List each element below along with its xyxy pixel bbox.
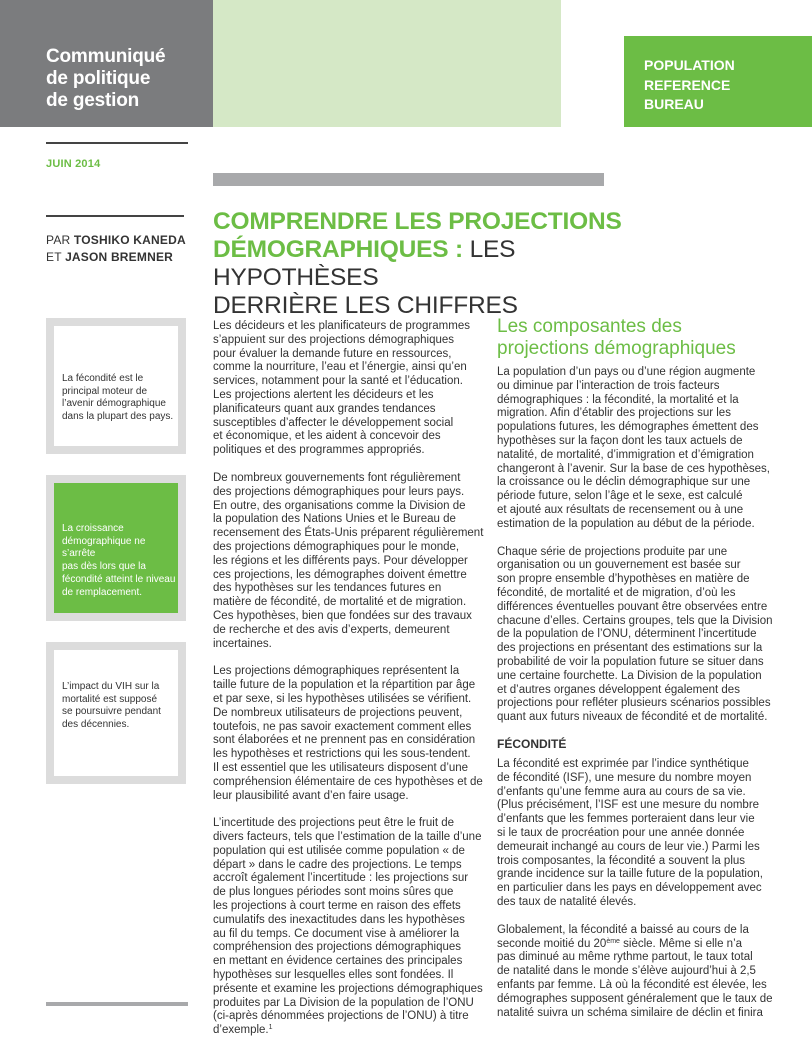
subsection-heading: FÉCONDITÉ: [497, 737, 567, 751]
publisher-logo: [624, 36, 812, 127]
brief-type-line: Communiqué: [46, 46, 166, 67]
callout-line: démographique ne s’arrête: [62, 535, 146, 560]
callout-line: pas dès lors que la: [62, 561, 146, 573]
callout-line: des décennies.: [62, 719, 130, 731]
callout-text: [62, 681, 161, 732]
author-name: JASON BREMNER: [65, 250, 174, 264]
body-paragraph: De nombreux gouvernements font régulièrement des projections démographiques pour leurs pays. En outre, des organisations comme la Division de la population des Nations Unies et le Bureau de recensement des États-Unis préparent régulièrement des projections démographiques pour le monde, les régions et les différents pays. Pour développer ces projections, les démographes doivent émettre des hypothèses sur les tendances futures en matière de fécondité, de mortalité et de migration. Ces hypothèses, bien que fondées sur des travaux de recherche et des avis d’experts, demeurent incertaines.: [213, 471, 484, 650]
callout-box: [46, 642, 186, 784]
title-line: COMPRENDRE LES PROJECTIONS: [213, 208, 622, 235]
header-green-band: [213, 0, 561, 127]
callout-text: [62, 523, 178, 599]
body-column-right: [497, 366, 787, 739]
body-paragraph: Globalement, la fécondité a baissé au cours de la seconde moitié du 20ème siècle. Même si elle n’a pas diminué au même rythme partout, le taux total de natalité dans le monde s’élève aujourd’hui à 2,5 enfants par femme. Là où la fécondité est élevée, les démographes supposent généralement que le taux de natalité suivra un schéma similaire de déclin et finira: [497, 923, 773, 1019]
publisher-line: REFERENCE: [644, 76, 731, 93]
body-paragraph: Chaque série de projections produite par une organisation ou un gouvernement est basée sur son propre ensemble d’hypothèses en matière de fécondité, de mortalité et de migration, d’où les différences éventuelles pouvant être observées entre chacune d’elles. Certains groupes, tels que la Division de la population de l’ONU, déterminent l’incertitude des projections en présentant des estimations sur la probabilité de voir la population future se situer dans une certaine fourchette. La Division de la population et d’autres organes développent également des projections pour refléter plusieurs scénarios possibles quant aux futurs niveaux de fécondité et de mortalité.: [497, 545, 773, 724]
callout-line: mortalité est supposé: [62, 693, 158, 705]
title-line-green: DÉMOGRAPHIQUES :: [213, 236, 470, 263]
brief-type-line: de politique: [46, 68, 151, 89]
byline-conjunction: ET: [46, 250, 66, 264]
callout-line: La fécondité est le: [62, 373, 144, 384]
body-paragraph: L’incertitude des projections peut être le fruit de divers facteurs, tels que l’estimation de la taille d’une population qui est utilisée comme population « de départ » dans le cadre des projections. Le temps accroît également l’incertitude : les projections sur de plus longues périodes sont moins sûres que les projections à court terme en raison des effets cumulatifs des inexactitudes dans les hypothèses au fil du temps. Ce document vise à améliorer la compréhension des projections démographiques en mettant en évidence certaines des principales hypothèses sur lesquelles elles sont fondées. Il présente et examine les projections démographiques produites par La Division de la population de l’ONU (ci-après dénommées projections de l’ONU) à titre d’exemple.$^1$: [213, 817, 483, 1037]
body-column-left: [213, 320, 485, 1052]
brief-type-label: [46, 46, 165, 112]
publisher-line: BUREAU: [644, 96, 704, 112]
callout-line: se poursuivre pendant: [62, 706, 161, 718]
callout-box-highlight: [46, 475, 186, 621]
callout-line: dans la plupart des pays.: [62, 411, 174, 423]
body-paragraph: Les décideurs et les planificateurs de programmes s’appuient sur des projections démographiques pour évaluer la demande future en ressources, comme la nourriture, l’eau et l’énergie, ainsi qu’en services, notamment pour la santé et l’éducation. Les projections alertent les décideurs et les planificateurs quant aux grandes tendances susceptibles d’affecter le développement social et économique, et les aident à concevoir des politiques et des programmes appropriés.: [213, 320, 470, 457]
callout-line: principal moteur de: [62, 385, 148, 397]
byline-prefix: PAR: [46, 233, 74, 247]
brief-type-line: de gestion: [46, 90, 140, 111]
body-paragraph: La population d’un pays ou d’une région augmente ou diminue par l’interaction de trois facteurs démographiques : la fécondité, la mortalité et la migration. Afin d’établir des projections sur les populations futures, les démographes émettent des hypothèses sur la façon dont les taux actuels de natalité, de mortalité, d’immigration et d’émigration changeront à l’avenir. Sur la base de ces hypothèses, la croissance ou le déclin démographique sur une période future, selon l’âge et le sexe, est calculé et ajouté aux résultats de recensement ou à une estimation de la population au début de la période.: [497, 366, 770, 530]
divider: [46, 215, 184, 217]
callout-line: l’avenir démographique: [62, 398, 166, 410]
callout-line: fécondité atteint le niveau: [62, 573, 176, 585]
body-paragraph: La fécondité est exprimée par l’indice synthétique de fécondité (ISF), une mesure du nombre moyen d’enfants qu’une femme aura au cours de sa vie. (Plus précisément, l’ISF est une mesure du nombre d’enfants que les femmes porteraient dans leur vie si le taux de procréation pour une année donnée demeurait inchangé au cours de leur vie.) Parmi les trois composantes, la fécondité a souvent la plus grande incidence sur la taille future de la population, en particulier dans les pays en développement avec des taux de natalité élevés.: [497, 758, 763, 908]
callout-line: La croissance: [62, 523, 124, 534]
callout-box: [46, 318, 186, 454]
title-line-rest: LES HYPOTHÈSES: [213, 236, 516, 291]
footnote-marker: 1: [268, 1024, 273, 1032]
title-line: DERRIÈRE LES CHIFFRES: [213, 292, 518, 319]
body-paragraph: Les projections démographiques représentent la taille future de la population et la répartition par âge et par sexe, si les hypothèses utilisées se vérifient. De nombreux utilisateurs de projections peuvent, toutefois, ne pas savoir exactement comment elles sont élaborées et ne prennent pas en considération les hypothèses et restrictions qui les sous-tendent. Il est essentiel que les utilisateurs disposent d’une compréhension élémentaire de ces hypothèses et de leur plausibilité avant d’en faire usage.: [213, 665, 483, 802]
body-column-right-lower: [497, 758, 787, 1034]
divider: [46, 1002, 188, 1006]
superscript: ème: [606, 937, 620, 945]
callout-line: de remplacement.: [62, 586, 143, 598]
publisher-line: POPULATION: [644, 57, 735, 73]
publication-date: JUIN 2014: [46, 158, 101, 170]
callout-line: L’impact du VIH sur la: [62, 681, 160, 692]
author-name: TOSHIKO KANEDA: [73, 233, 186, 247]
byline: [46, 232, 186, 266]
callout-text: [62, 373, 173, 424]
page-title: [213, 208, 683, 320]
section-heading: Les composantes des projections démographiques: [497, 316, 736, 359]
divider: [46, 142, 188, 144]
title-bar: [213, 173, 604, 186]
header-grey-band: [0, 0, 213, 127]
